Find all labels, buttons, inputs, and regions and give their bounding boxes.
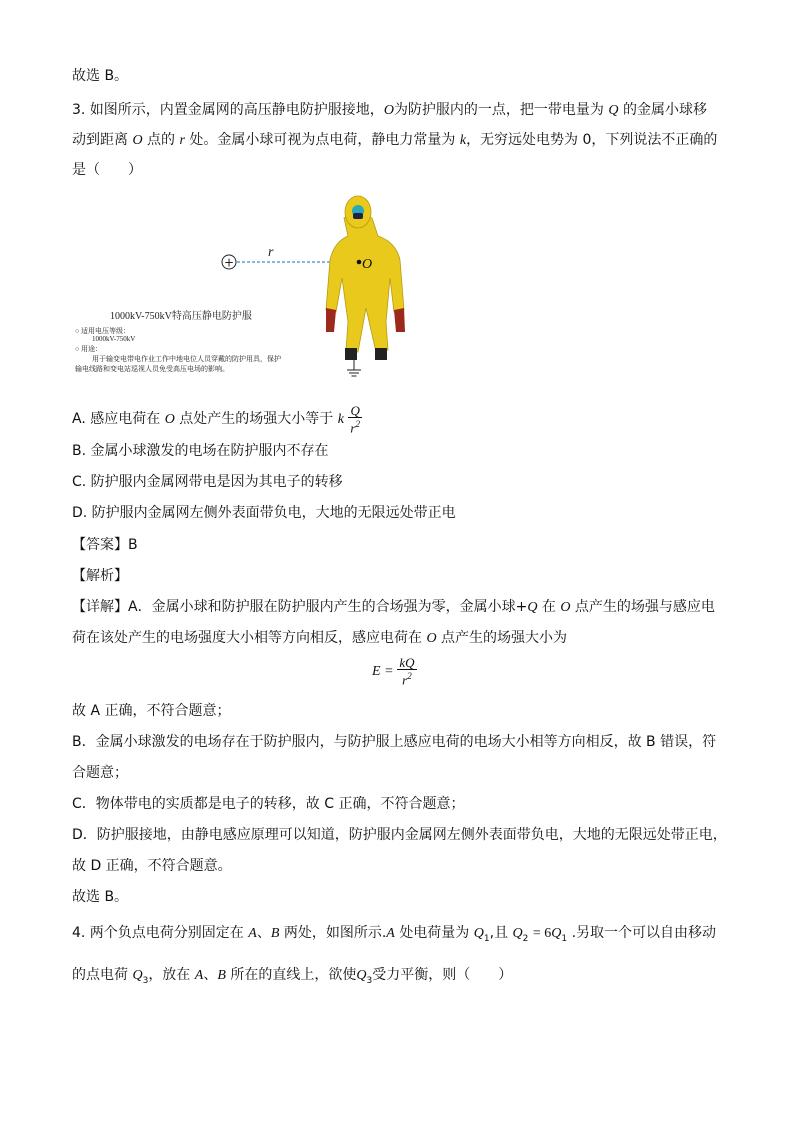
q3-line-3: 是（ ）: [72, 162, 142, 178]
q3-text: ，无穷远处电势为 0，下列说法不正确的: [466, 132, 718, 148]
q3-line-2: [72, 130, 717, 151]
var-Q3: Q: [356, 968, 367, 983]
q4-text: .另取一个可以自由移动: [571, 925, 717, 941]
figure-caption-title: 1000kV-750kV特高压静电防护服: [110, 311, 252, 322]
q3-text: 为防护服内的一点，把一带电量为: [393, 102, 604, 118]
mask: [353, 213, 363, 219]
detail-line-8: 故 D 正确，不符合题意。: [72, 858, 232, 874]
r-label: r: [268, 245, 274, 260]
exponent: 2: [407, 670, 412, 681]
var-A: A: [386, 926, 395, 941]
fraction-kQ-over-r2: [397, 656, 416, 686]
caption-line: 用于输变电带电作业工作中地电位人员穿戴的防护用具，保护: [92, 355, 281, 363]
left-glove: [326, 308, 336, 332]
detail-line-6: C．物体带电的实质都是电子的转移，故 C 正确，不符合题意；: [72, 796, 465, 812]
var-r: r: [402, 672, 408, 688]
option-b: B. 金属小球激发的电场在防护服内不存在: [72, 443, 329, 459]
caption-text: 适用电压等级：: [80, 327, 130, 335]
exponent: 2: [355, 419, 360, 429]
option-a: [72, 404, 362, 435]
var-k: k: [337, 412, 344, 428]
var-Q1: Q: [473, 926, 484, 941]
subscript: 3: [366, 975, 373, 986]
var-B: B: [270, 926, 280, 941]
q4-text: ，放在: [148, 967, 191, 983]
fraction-denominator: [348, 418, 362, 434]
subscript: 1: [561, 933, 568, 944]
detail-text: 点产生的场强大小为: [441, 630, 568, 646]
var-O: O: [132, 133, 143, 148]
fraction-denominator: [397, 670, 416, 686]
q4-text: 所在的直线上，欲使: [230, 967, 357, 983]
detail-text: A．金属小球和防护服在防护服内产生的合场强为零，金属小球+: [128, 599, 528, 615]
var-k: k: [459, 133, 467, 148]
O-label: O: [362, 257, 373, 272]
q3-text: 3. 如图所示，内置金属网的高压静电防护服接地，: [72, 102, 384, 118]
var-Q: Q: [608, 103, 619, 118]
q3-text: 动到距离: [72, 132, 128, 148]
var-B: B: [217, 968, 226, 983]
var-O: O: [383, 103, 394, 118]
detail-line-7: D．防护服接地，由静电感应原理可以知道，防护服内金属网左侧外表面带负电，大地的无限远处带正电，: [72, 827, 727, 843]
q3-text: 的金属小球移: [622, 102, 707, 118]
left-boot: [345, 348, 357, 360]
caption-line: ○ 用途：: [75, 345, 102, 353]
q4-line-2: [72, 965, 512, 991]
var-A: A: [248, 926, 257, 941]
q4-text: 两处，如图所示.: [283, 925, 387, 941]
var-O: O: [164, 412, 175, 428]
caption-line: ○ 适用电压等级：: [75, 327, 130, 335]
option-c: C. 防护服内金属网带电是因为其电子的转移: [72, 474, 343, 490]
detail-label: 【详解】: [72, 599, 128, 615]
q4-text: ,且: [489, 925, 509, 941]
var-Q1: Q: [551, 926, 562, 941]
suit-body: [326, 214, 404, 352]
prev-answer-line: 故选 B。: [72, 68, 129, 84]
var-Q2: Q: [512, 926, 523, 941]
option-d: D. 防护服内金属网左侧外表面带负电，大地的无限远处带正电: [72, 505, 456, 521]
q3-text: 处。金属小球可视为点电荷，静电力常量为: [189, 132, 456, 148]
plus-symbol: +: [223, 255, 235, 270]
q4-text: 受力平衡，则（ ）: [372, 967, 513, 983]
option-a-text: 点处产生的场强大小等于: [179, 411, 334, 428]
option-a-text: A. 感应电荷在: [72, 411, 161, 428]
caption-text: 用途：: [80, 345, 102, 353]
q4-text: 4. 两个负点电荷分别固定在: [72, 925, 244, 941]
detail-text: 在: [541, 599, 556, 615]
right-boot: [375, 348, 387, 360]
answer-label: 【答案】B: [72, 537, 138, 553]
detail-line-5: 合题意；: [72, 765, 128, 781]
subscript: 3: [142, 975, 149, 986]
q4-text: 、: [203, 967, 218, 983]
right-glove: [394, 308, 405, 332]
q4-text: 处电荷量为: [399, 925, 470, 941]
detail-line-2: [72, 628, 567, 649]
caption-line: 输电线路和变电站巡视人员免受高压电场的影响。: [75, 365, 229, 373]
point-O: [357, 260, 362, 265]
analysis-label: 【解析】: [72, 568, 128, 584]
subscript: 1: [483, 933, 490, 944]
equation: [372, 655, 417, 688]
fraction-numerator: kQ: [399, 654, 415, 670]
detail-line-3: 故 A 正确，不符合题意；: [72, 703, 231, 719]
var-E: E: [372, 664, 381, 679]
detail-text: 点产生的场强与感应电: [574, 599, 715, 615]
var-Q: Q: [527, 600, 538, 615]
detail-text: 荷在该处产生的电场强度大小相等方向相反，感应电荷在: [72, 630, 422, 646]
var-A: A: [194, 968, 204, 983]
var-r: r: [350, 420, 356, 436]
q3-line-1: [72, 100, 707, 121]
var-r: r: [179, 133, 185, 148]
equals-sign: =: [385, 664, 393, 679]
q4-text: 的点电荷: [72, 967, 128, 983]
q4-line-1: [72, 923, 716, 949]
var-O: O: [426, 631, 437, 646]
detail-line-4: B．金属小球激发的电场存在于防护服内，与防护服上感应电荷的电场大小相等方向相反，故 B 错误，符: [72, 734, 717, 750]
detail-line-9: 故选 B。: [72, 889, 129, 905]
q3-text: 点的: [147, 132, 176, 148]
var-O: O: [560, 600, 571, 615]
q4-equation: = 6: [532, 926, 552, 941]
var-Q3: Q: [132, 968, 143, 983]
subscript: 2: [522, 933, 529, 944]
fraction-numerator: Q: [348, 404, 362, 418]
fraction-Q-over-r2: [348, 404, 362, 434]
caption-line: 1000kV-750kV: [92, 335, 136, 343]
detail-line-1: [72, 597, 715, 618]
q4-text: 、: [256, 925, 271, 941]
